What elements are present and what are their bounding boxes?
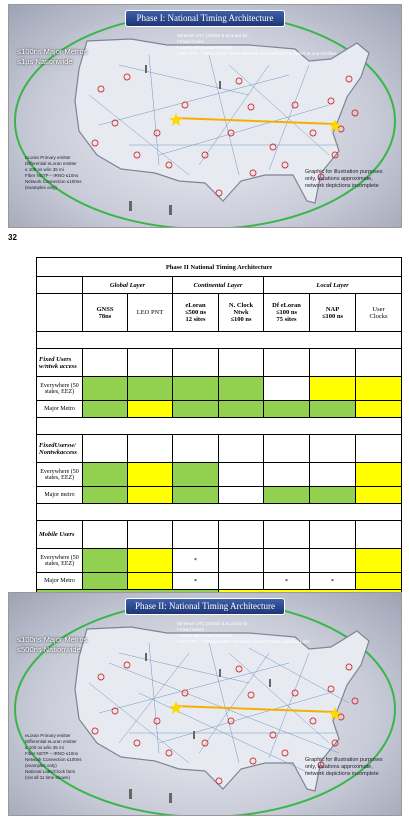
col-line: ≤100 ns (230, 316, 252, 323)
col-line: 78ns (98, 312, 112, 320)
empty-cell (173, 435, 219, 463)
availability-cell (173, 487, 219, 504)
empty-cell (128, 435, 173, 463)
col-line: User (372, 305, 385, 313)
availability-cell (310, 463, 356, 487)
availability-cell (128, 487, 173, 504)
row-label: Major Metro (37, 401, 83, 418)
table-row (37, 487, 402, 504)
blank-cell (37, 277, 83, 294)
col-line: ≤100 ns (321, 312, 344, 320)
spacer-row (37, 504, 402, 521)
col-leo-pnt (128, 294, 173, 332)
legend-item: Fiber NSTP – IRNO ≤10ns (25, 173, 79, 178)
section-heading: Fixed Users w/ntwk access (37, 349, 83, 377)
empty-cell (83, 521, 128, 549)
legend-item: eLoran Primary emitter (25, 155, 71, 160)
empty-cell (128, 349, 173, 377)
availability-cell (219, 463, 264, 487)
empty-cell (264, 435, 310, 463)
availability-cell (219, 549, 264, 573)
empty-cell (219, 349, 264, 377)
empty-cell (128, 521, 173, 549)
availability-cell (356, 487, 402, 504)
availability-cell (264, 487, 310, 504)
note-line: Wireless UTC (GNSS & eLoran) for: (177, 621, 250, 626)
wireless-notes (177, 33, 337, 57)
legend-item: ≤ 100 ns w/in 35 mi (25, 167, 64, 172)
note-line: Fiber UTC – Select Major Metro Network Access Points & Select eLoran Entities (177, 51, 337, 56)
empty-cell (83, 435, 128, 463)
table-row (37, 463, 402, 487)
map-legend (25, 155, 82, 191)
availability-cell (219, 487, 264, 504)
availability-cell (264, 549, 310, 573)
empty-cell (219, 521, 264, 549)
note-line: Fiber UTC – All Major Metro Network Access Points, National Labs (177, 639, 310, 644)
availability-cell (173, 377, 219, 401)
availability-cell (83, 377, 128, 401)
row-label: Everywhere (50 states, EEZ) (37, 463, 83, 487)
empty-cell (173, 349, 219, 377)
availability-cell (356, 401, 402, 418)
col-line: NAP (325, 305, 340, 313)
illustration-disclaimer: Graphic for illustration purposes only, locations approximate, network depictions incomplete (305, 757, 383, 777)
slide-phase-1 (8, 4, 402, 228)
spacer-row (37, 332, 402, 349)
empty-cell (264, 521, 310, 549)
legend-item: ≤ 100 ns w/in 35 mi (25, 745, 64, 750)
legend-item: Fiber NSTP – IRNO ≤10ns (25, 751, 79, 756)
slide-title: Phase II: National Timing Architecture (125, 598, 285, 615)
note-line: Wireless UTC (GNSS & eLoran) for: (177, 33, 250, 38)
col-line: Clocks (369, 312, 388, 320)
availability-cell (264, 463, 310, 487)
accuracy-summary (17, 47, 87, 67)
section-heading: FixedUsersw/ Nontwkaccess (37, 435, 83, 463)
wireless-notes (177, 621, 310, 645)
accuracy-line: ≤100ns Major Metros (17, 635, 88, 644)
blank-cell (37, 294, 83, 332)
section-heading: Mobile Users (37, 521, 83, 549)
page-number: 32 (8, 233, 17, 242)
legend-item: (not all 11 time shown) (25, 775, 70, 780)
empty-cell (356, 435, 402, 463)
col-line: 75 sites (276, 316, 297, 323)
row-label: Everywhere (50 states, EEZ) (37, 377, 83, 401)
row-label: Major Metro (37, 573, 83, 590)
table-title: Phase II National Timing Architecture (37, 258, 402, 277)
col-user-clocks (356, 294, 402, 332)
availability-cell (83, 549, 128, 573)
phase-2-architecture-table (36, 257, 402, 607)
row-label: Major metro (37, 487, 83, 504)
availability-cell (128, 401, 173, 418)
legend-item: (examples only) (25, 185, 57, 190)
availability-cell (356, 463, 402, 487)
col-eloran (173, 294, 219, 332)
col-line: ≤500 ns (184, 309, 207, 316)
row-label: Everywhere (50 states, EEZ) (37, 549, 83, 573)
table-row (37, 377, 402, 401)
availability-cell (83, 487, 128, 504)
table-row (37, 401, 402, 418)
legend-item: eLoran Primary emitter (25, 733, 71, 738)
legend-item: Network Connection ≤100ns (25, 179, 82, 184)
availability-cell (310, 549, 356, 573)
accuracy-line: ≤100ns Major Metros (17, 47, 88, 56)
empty-cell (264, 349, 310, 377)
availability-cell (310, 401, 356, 418)
col-df-eloran (264, 294, 310, 332)
empty-cell (356, 349, 402, 377)
legend-item: National Labs/Clock farm (25, 769, 76, 774)
accuracy-summary (17, 635, 87, 655)
availability-cell (128, 377, 173, 401)
table-sections (37, 349, 402, 590)
note-line: • Fixed Users (177, 627, 204, 632)
col-line: GNSS (96, 305, 114, 313)
availability-cell (264, 377, 310, 401)
legend-item: (examples only) (25, 763, 57, 768)
availability-cell (128, 573, 173, 590)
availability-cell (356, 377, 402, 401)
col-line: eLoran (185, 302, 206, 309)
availability-cell (83, 463, 128, 487)
layer-header-local: Local Layer (264, 277, 402, 294)
col-line: ≤100 ns (275, 309, 298, 316)
slide-title: Phase I: National Timing Architecture (125, 10, 285, 27)
note-line: • Users with known location (177, 45, 232, 50)
spacer-row (37, 418, 402, 435)
availability-cell: * (173, 573, 219, 590)
availability-cell (264, 401, 310, 418)
availability-cell (83, 573, 128, 590)
availability-cell (310, 487, 356, 504)
note-line: • Users with known location (177, 633, 232, 638)
availability-cell (128, 549, 173, 573)
col-line: Df eLoran (272, 302, 301, 309)
col-nap (310, 294, 356, 332)
layer-header-global: Global Layer (83, 277, 173, 294)
availability-cell (173, 463, 219, 487)
availability-cell (219, 573, 264, 590)
legend-item: Differential eLoran emitter (25, 739, 77, 744)
availability-cell (83, 401, 128, 418)
col-line: Ntwk (233, 309, 249, 316)
note-line: • Fixed Users (177, 39, 204, 44)
availability-cell (173, 401, 219, 418)
accuracy-line: ≤1µs Nationwide (17, 57, 73, 66)
legend-item: Network Connection ≤100ns (25, 757, 82, 762)
availability-cell (219, 401, 264, 418)
accuracy-line: ≤500ns Nationwide (17, 645, 81, 654)
col-gnss (83, 294, 128, 332)
availability-cell: * (264, 573, 310, 590)
empty-cell (310, 435, 356, 463)
availability-cell: * (173, 549, 219, 573)
illustration-disclaimer: Graphic for illustration purposes only, locations approximate, network depictions incomplete (305, 169, 383, 189)
empty-cell (310, 349, 356, 377)
empty-cell (356, 521, 402, 549)
layer-header-continental: Continental Layer (173, 277, 264, 294)
availability-cell (356, 549, 402, 573)
col-line: 12 sites (185, 316, 206, 323)
slide-phase-2 (8, 592, 402, 816)
availability-cell (310, 377, 356, 401)
empty-cell (83, 349, 128, 377)
availability-cell: * (310, 573, 356, 590)
empty-cell (173, 521, 219, 549)
empty-cell (310, 521, 356, 549)
availability-cell (356, 573, 402, 590)
col-line: N. Clock (228, 302, 254, 309)
col-line: LEO PNT (136, 309, 164, 316)
table-row (37, 573, 402, 590)
table-row (37, 549, 402, 573)
legend-item: Differential eLoran emitter (25, 161, 77, 166)
col-clock-network (219, 294, 264, 332)
availability-cell (219, 377, 264, 401)
map-legend (25, 733, 82, 781)
empty-cell (219, 435, 264, 463)
availability-cell (128, 463, 173, 487)
